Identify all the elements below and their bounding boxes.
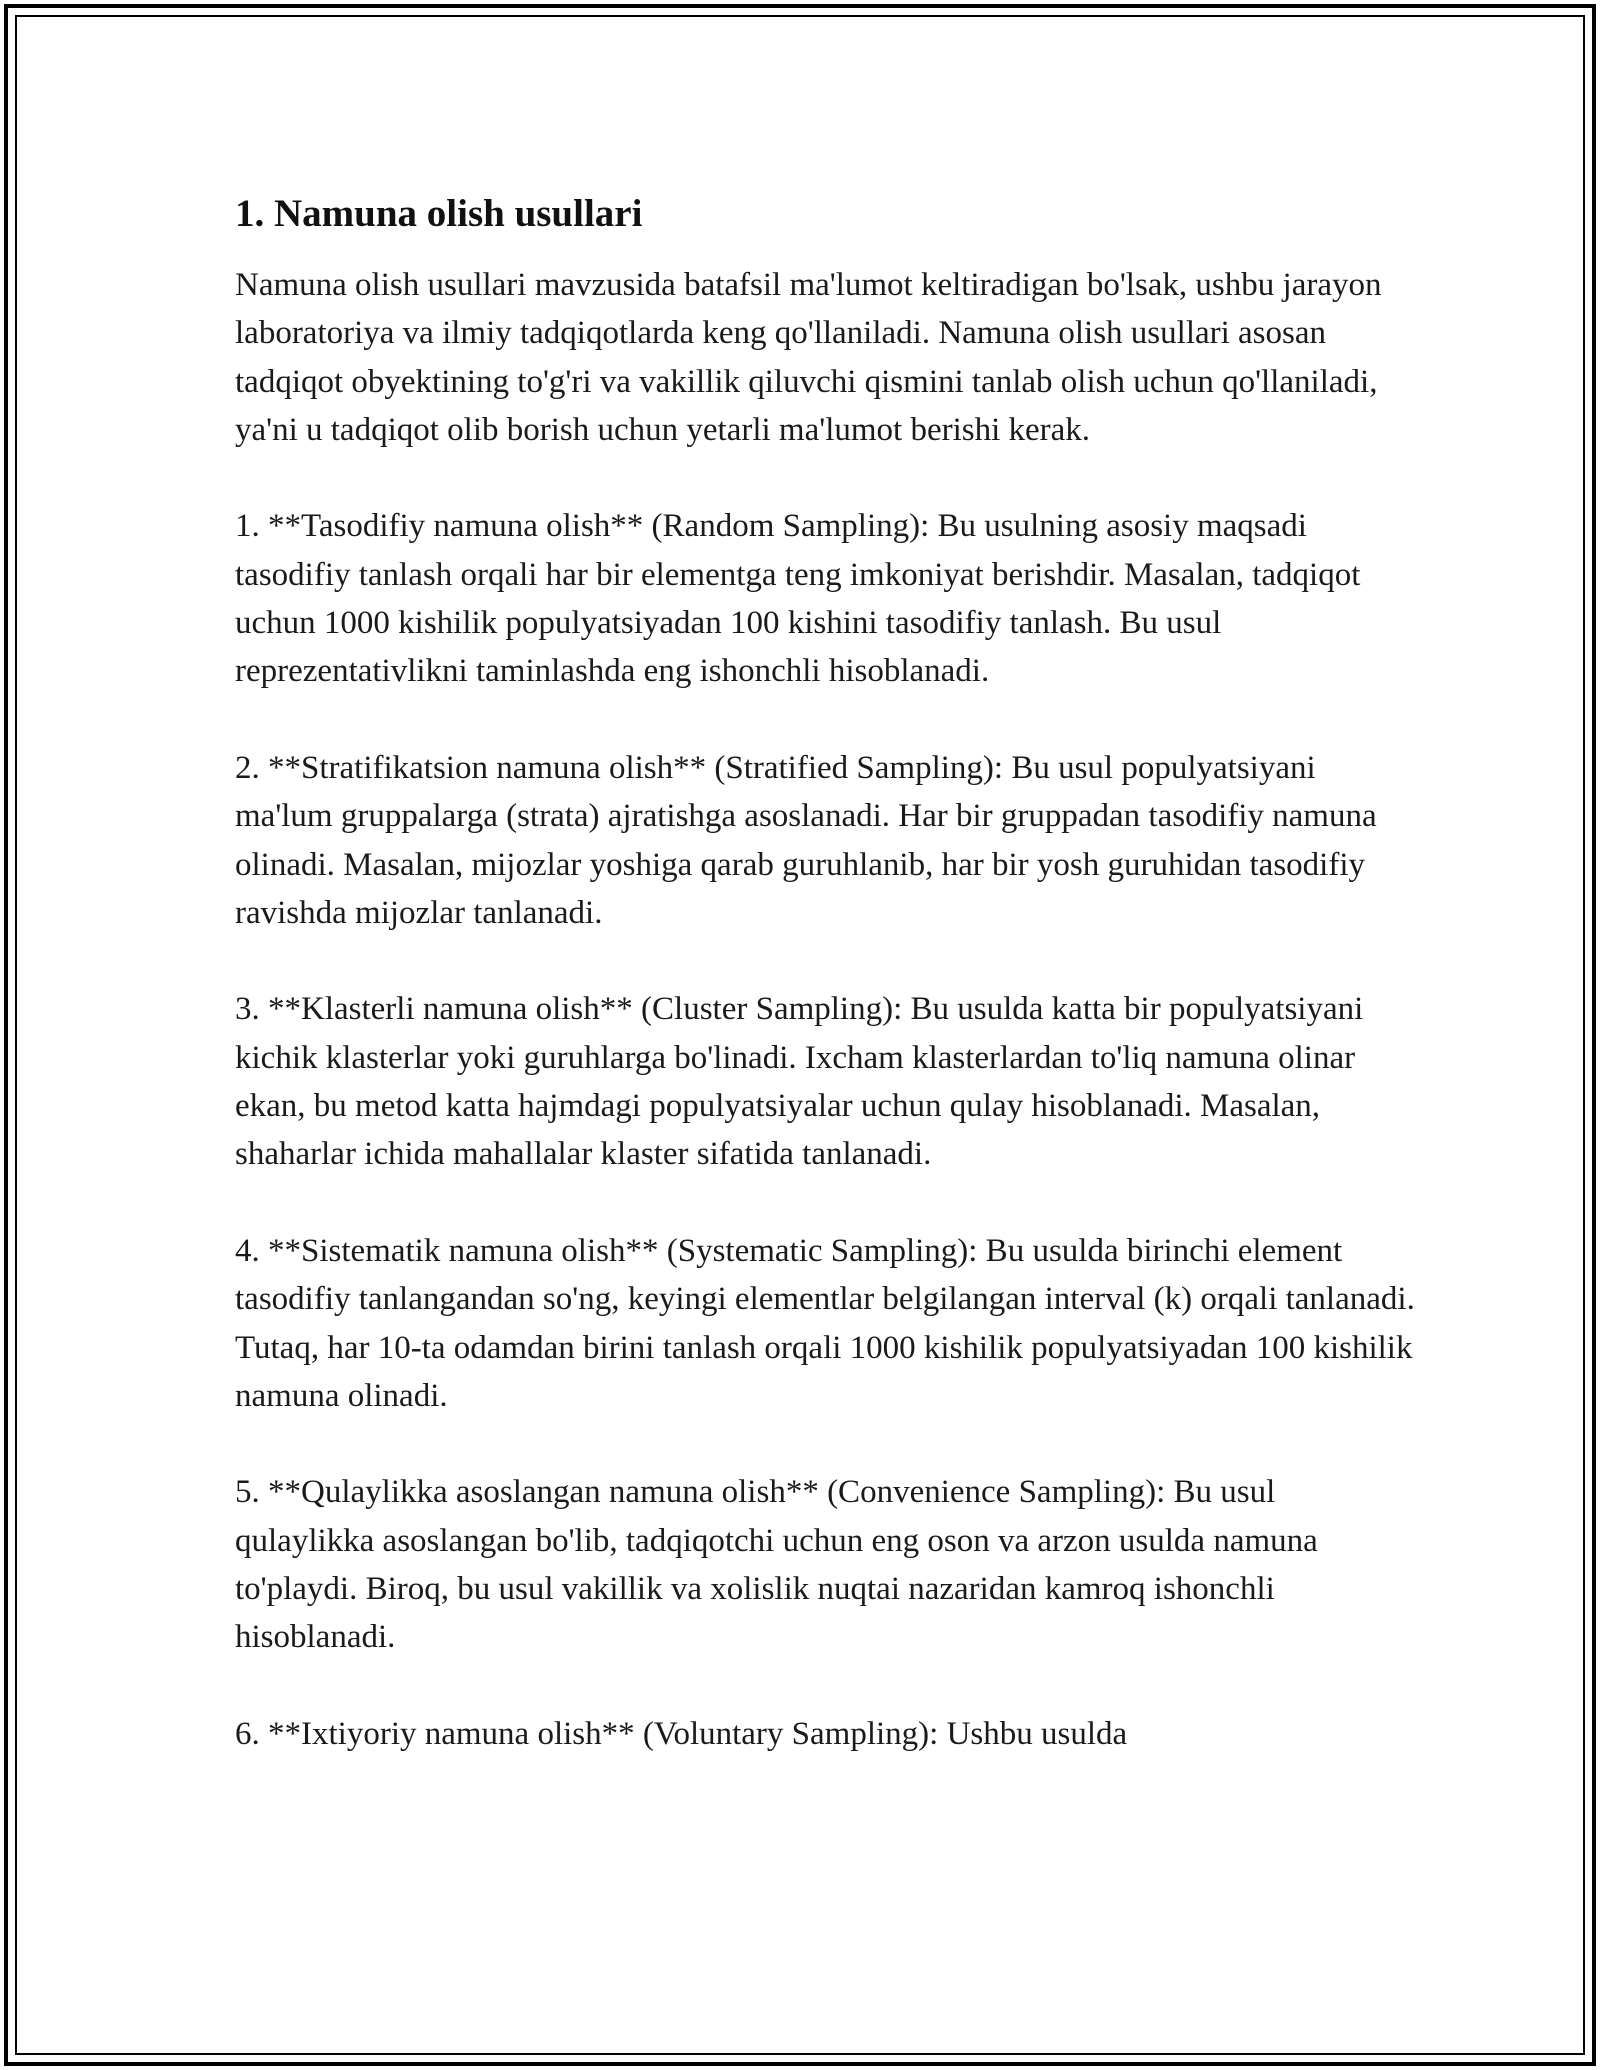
list-item-voluntary-sampling: 6. **Ixtiyoriy namuna olish** (Voluntary Sampling): Ushbu usulda	[235, 1715, 1128, 1752]
intro-paragraph: Namuna olish usullari mavzusida batafsil ma'lumot keltiradigan bo'lsak, ushbu jarayon laboratoriya va ilmiy tadqiqotlarda keng qo'llaniladi. Namuna olish usullari asosan tadqiqot obyektining to'g'ri va vakillik qiluvchi qismini tanlab olish uchun qo'llaniladi, ya'ni u tadqiqot olib borish uchun yetarli ma'lumot berishi kerak.	[235, 267, 1382, 448]
list-item-convenience-sampling: 5. **Qulaylikka asoslangan namuna olish** (Convenience Sampling): Bu usul qulaylikka asoslangan bo'lib, tadqiqotchi uchun eng oson va arzon usulda namuna to'playdi. Biroq, bu usul vakillik va xolislik nuqtai nazaridan kamroq ishonchli hisoblanadi.	[235, 1474, 1318, 1656]
list-item-cluster-sampling: 3. **Klasterli namuna olish** (Cluster Sampling): Bu usulda katta bir populyatsiyani kichik klasterlar yoki guruhlarga bo'linadi. Ixcham klasterlardan to'liq namuna olinar ekan, bu metod katta hajmdagi populyatsiyalar uchun qulay hisoblanadi. Masalan, shaharlar ichida mahallalar klaster sifatida tanlanadi.	[235, 991, 1364, 1173]
list-item-stratified-sampling: 2. **Stratifikatsion namuna olish** (Stratified Sampling): Bu usul populyatsiyani ma'lum gruppalarga (strata) ajratishga asoslanadi. Har bir gruppadan tasodifiy namuna olinadi. Masalan, mijozlar yoshiga qarab guruhlanib, har bir yosh guruhidan tasodifiy ravishda mijozlar tanlanadi.	[235, 749, 1377, 931]
section-heading: 1. Namuna olish usullari	[235, 192, 643, 235]
list-item-random-sampling: 1. **Tasodifiy namuna olish** (Random Sampling): Bu usulning asosiy maqsadi tasodifiy tanlash orqali har bir elementga teng imkoniyat berishdir. Masalan, tadqiqot uchun 1000 kishilik populyatsiyadan 100 kishini tasodifiy tanlash. Bu usul reprezentativlikni taminlashda eng ishonchli hisoblanadi.	[235, 508, 1361, 690]
list-item-systematic-sampling: 4. **Sistematik namuna olish** (Systematic Sampling): Bu usulda birinchi element tasodifiy tanlangandan so'ng, keyingi elementlar belgilangan interval (k) orqali tanlanadi. Tutaq, har 10-ta odamdan birini tanlash orqali 1000 kishilik populyatsiyadan 100 kishilik namuna olinadi.	[235, 1232, 1415, 1414]
document-body	[235, 190, 1415, 1758]
